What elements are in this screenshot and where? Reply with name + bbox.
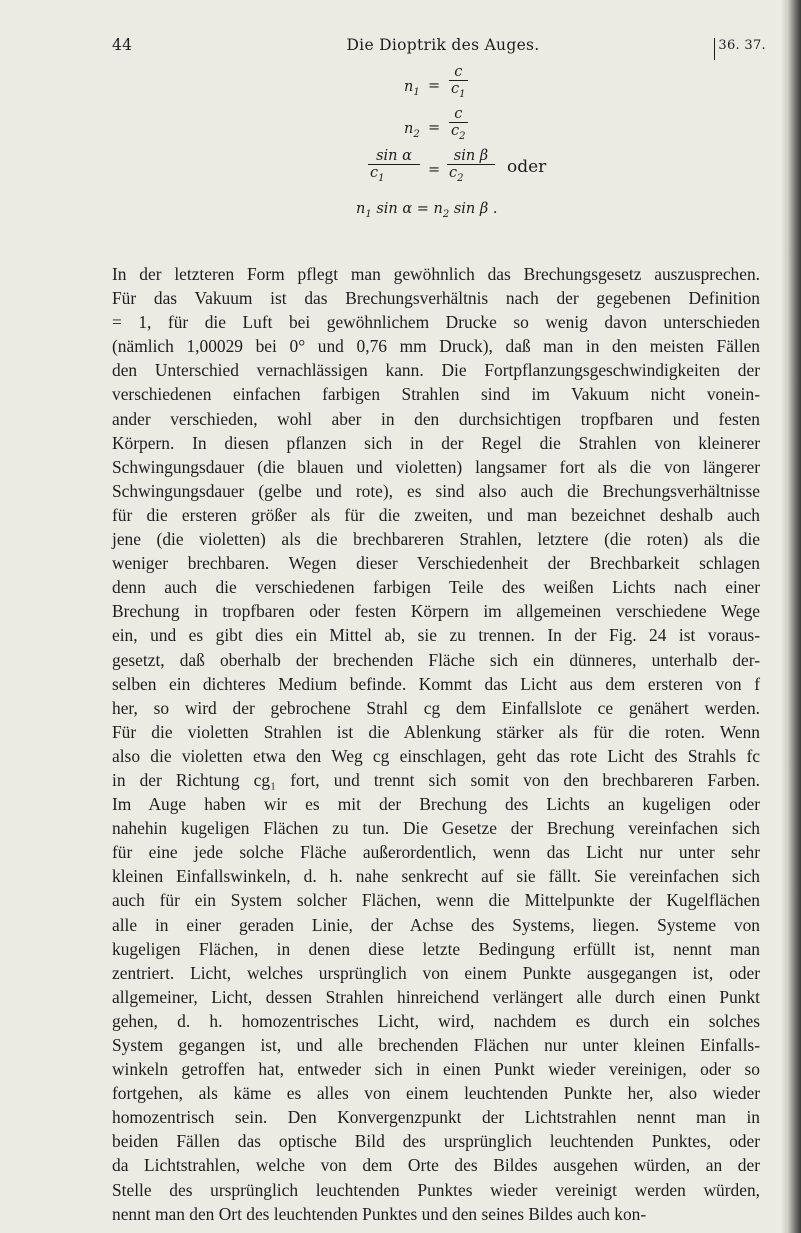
body-line: nennt man den Ort des leuchtenden Punktes und den seines Bildes auch kon- (112, 1203, 647, 1224)
body-line: selben ein dichteres Medium befinde. Kommt das Licht aus dem ersteren von f (112, 673, 760, 694)
body-line: denn auch die verschiedenen farbigen Teile des weißen Lichts nach einer (112, 577, 760, 598)
formula-block (0, 64, 801, 254)
body-line: für eine jede solche Fläche außerordentlich, wenn das Licht nur unter sehr (112, 842, 760, 863)
body-line: (nämlich 1,00029 bei 0° und 0,76 mm Druck), daß man in den meisten Fällen (112, 336, 760, 357)
formula-3-oder: oder (507, 157, 547, 177)
formula-1-lhs: $n_1$ (404, 79, 420, 98)
body-line: allgemeiner, Licht, dessen Strahlen hinreichend verlängert alle durch einen Punkt (112, 986, 760, 1007)
body-line: kleinen Einfallswinkeln, d. h. nahe senkrecht auf sie fällt. Sie vereinfachen sich (112, 866, 760, 887)
body-line: jene (die violetten) als die brechbareren Strahlen, letztere (die roten) als die (112, 529, 760, 550)
formula-3-right-fraction: sin β $c_2$ (447, 148, 495, 187)
formula-4: $n_1$ $\sin \alpha = n_2$ sin β . (356, 201, 498, 220)
running-title: Die Dioptrik des Auges. (346, 36, 540, 54)
formula-2-lhs: $n_2$ (404, 121, 420, 140)
body-line: auch für ein System solcher Flächen, wenn die Mittelpunkte der Kugelflächen (112, 890, 760, 911)
body-line: Für die violetten Strahlen ist die Ablenkung stärker als für die roten. Wenn (112, 721, 760, 742)
body-line: fortgehen, als käme es alles von einem leuchtenden Punkte her, also wieder (112, 1083, 760, 1104)
body-line: ein, und es gibt dies ein Mittel ab, sie zu trennen. In der Fig. 24 ist voraus- (112, 625, 760, 646)
formula-3-eq: = (428, 162, 441, 178)
formula-1-eq: = (428, 78, 441, 94)
body-line: Brechung in tropfbaren oder festen Körpern im allgemeinen verschiedene Wege (112, 601, 760, 622)
body-line: Stelle des ursprünglich leuchtenden Punktes wieder vereinigt werden würden, (112, 1179, 760, 1200)
body-line: kugeligen Flächen, in denen diese letzte Bedingung erfüllt ist, nennt man (112, 938, 760, 959)
body-line: gehen, d. h. homozentrisches Licht, wird, nachdem es durch ein solches (112, 1010, 760, 1031)
body-line: homozentrisch sein. Den Konvergenzpunkt der Lichtstrahlen nennt man in (112, 1107, 760, 1128)
body-line: Körpern. In diesen pflanzen sich in der Regel die Strahlen von kleinerer (112, 432, 760, 453)
body-line: verschiedenen einfachen farbigen Strahlen sind im Vakuum nicht vonein- (112, 384, 760, 405)
body-line: ander verschieden, wohl aber in den durchsichtigen tropfbaren und festen (112, 408, 760, 429)
body-line: nahehin kugeligen Flächen zu tun. Die Gesetze der Brechung vereinfachen sich (112, 818, 760, 839)
body-line: System gegangen ist, und alle brechenden Flächen nur unter kleinen Einfalls- (112, 1035, 760, 1055)
body-line: da Lichtstrahlen, welche von dem Orte des Bildes ausgehen würden, an der (112, 1155, 760, 1176)
formula-1-fraction: c $c_1$ (451, 64, 466, 100)
body-line: her, so wird der gebrochene Strahl cg dem Einfallslote ce genähert werden. (112, 697, 760, 718)
body-line: in der Richtung cg₁ fort, und trennt sich somit von den brechbareren Farben. (112, 769, 760, 790)
body-line: winkeln getroffen hat, entweder sich in einen Punkt wieder vereinigen, oder so (112, 1059, 760, 1080)
page-header (112, 36, 774, 62)
formula-2-eq: = (428, 120, 441, 136)
body-line: Im Auge haben wir es mit der Brechung des Lichts an kugeligen oder (112, 794, 760, 815)
body-line: Für das Vakuum ist das Brechungsverhältnis nach der gegebenen Definition (112, 288, 760, 309)
section-number: 36. 37. (714, 38, 766, 60)
body-line: gesetzt, daß oberhalb der brechenden Fläche sich ein dünneres, unterhalb der- (112, 649, 760, 670)
body-line: Schwingungsdauer (die blauen und violetten) langsamer fort als die von längerer (112, 456, 760, 477)
body-line: beiden Fällen das optische Bild des ursprünglich leuchtenden Punktes, oder (112, 1131, 760, 1152)
body-line: Schwingungsdauer (gelbe und rote), es sind also auch die Brechungsverhältnisse (112, 480, 760, 501)
body-line: weniger brechbaren. Wegen dieser Verschiedenheit der Brechbarkeit schlagen (112, 553, 760, 574)
body-line: also die violetten etwa den Weg cg einschlagen, geht das rote Licht des Strahls fc (112, 745, 760, 766)
body-line: alle in einer geraden Linie, der Achse des Systems, liegen. Systeme von (112, 914, 760, 935)
body-line: zentriert. Licht, welches ursprünglich von einem Punkte ausgegangen ist, oder (112, 962, 760, 983)
body-line: In der letzteren Form pflegt man gewöhnlich das Brechungsgesetz auszusprechen. (112, 264, 760, 284)
body-line: für die ersteren größer als für die zweiten, und man bezeichnet deshalb auch (112, 504, 760, 525)
formula-2-fraction: c $c_2$ (451, 106, 466, 142)
formula-3-left-fraction: sin α $c_1$ (368, 148, 420, 187)
body-line: den Unterschied vernachlässigen kann. Die Fortpflanzungsgeschwindigkeiten der (112, 360, 760, 381)
body-paragraph (112, 262, 760, 1226)
page-number: 44 (112, 36, 133, 54)
body-line: = 1, für die Luft bei gewöhnlichem Drucke so wenig davon unterschieden (112, 312, 760, 333)
